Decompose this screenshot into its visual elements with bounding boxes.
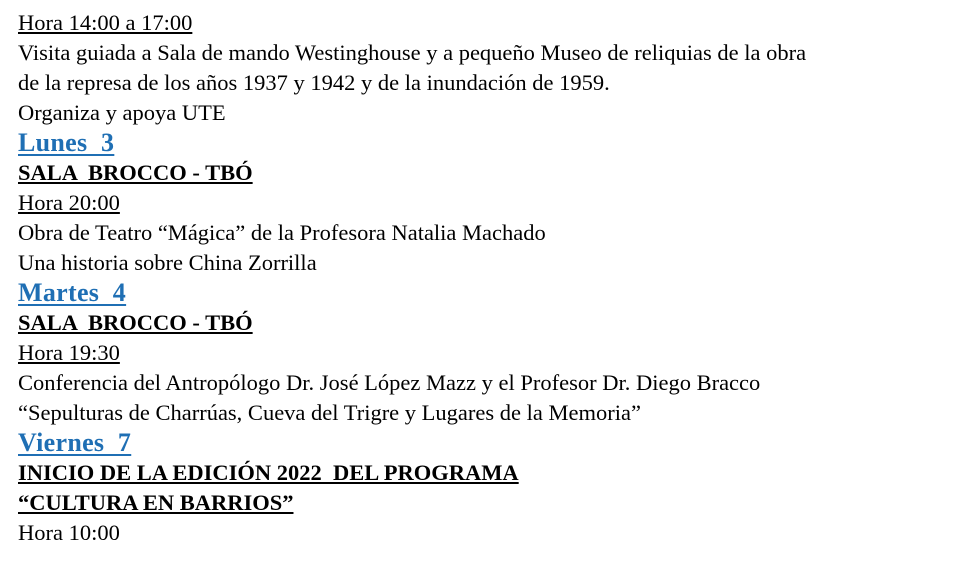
venue-title: SALA BROCCO - TBÓ	[18, 310, 253, 335]
event-description-line-2: Una historia sobre China Zorrilla	[18, 250, 317, 275]
intro-time: Hora 14:00 a 17:00	[18, 10, 193, 35]
intro-organizer: Organiza y apoya UTE	[18, 100, 226, 125]
event-description-line-2: “Sepulturas de Charrúas, Cueva del Trigre y Lugares de la Memoria”	[18, 400, 641, 425]
intro-description-line-1: Visita guiada a Sala de mando Westinghouse y a pequeño Museo de reliquias de la obra	[18, 40, 807, 65]
event-description-line-1: Conferencia del Antropólogo Dr. José López Mazz y el Profesor Dr. Diego Bracco	[18, 370, 761, 395]
event-time: Hora 20:00	[18, 190, 120, 215]
event-time: Hora 19:30	[18, 340, 120, 365]
day-heading-viernes: Viernes 7	[18, 428, 132, 457]
program-title-line-1: INICIO DE LA EDICIÓN 2022 DEL PROGRAMA	[18, 460, 519, 485]
program-title-line-2: “CULTURA EN BARRIOS”	[18, 490, 294, 515]
day-heading-lunes: Lunes 3	[18, 128, 115, 157]
event-time: Hora 10:00	[18, 520, 120, 545]
event-description-line-1: Obra de Teatro “Mágica” de la Profesora Natalia Machado	[18, 220, 546, 245]
day-heading-martes: Martes 4	[18, 278, 127, 307]
venue-title: SALA BROCCO - TBÓ	[18, 160, 253, 185]
intro-description-line-2: de la represa de los años 1937 y 1942 y de la inundación de 1959.	[18, 70, 610, 95]
document-body	[18, 8, 948, 548]
